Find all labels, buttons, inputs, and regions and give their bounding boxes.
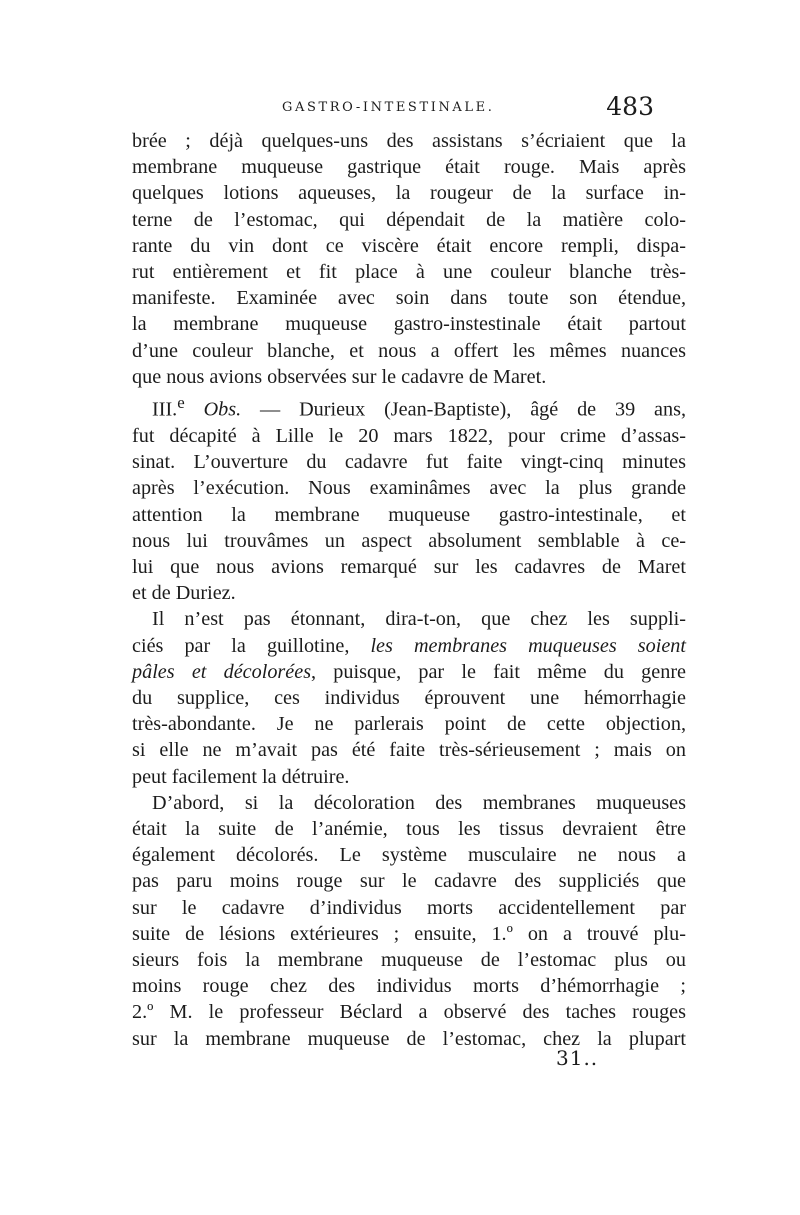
page-number: 483 xyxy=(606,92,654,121)
text-line: quelques lotions aqueuses, la rougeur de la surface in- xyxy=(132,182,686,205)
text-line: terne de l’estomac, qui dépendait de la matière colo- xyxy=(132,208,686,231)
text-line: si elle ne m’avait pas été faite très-sérieusement ; mais on xyxy=(132,739,686,762)
text-line: moins rouge chez des individus morts d’hémorrhagie ; xyxy=(132,975,686,998)
text-line: d’une couleur blanche, et nous a offert les mêmes nuances xyxy=(132,339,686,362)
text-line: également décolorés. Le système musculaire ne nous a xyxy=(132,844,686,867)
text-line: brée ; déjà quelques-uns des assistans s’écriaient que la xyxy=(132,130,686,152)
italic-segment: les membranes muqueuses soient xyxy=(370,634,686,657)
text-line: du supplice, ces individus éprouvent une hémorrhagie xyxy=(132,687,686,709)
text-line: nous lui trouvâmes un aspect absolument semblable à ce- xyxy=(132,529,686,552)
observation-line-text: — Durieux (Jean-Baptiste), âgé de 39 ans, xyxy=(241,398,686,421)
observation-number: III. xyxy=(152,398,178,421)
text-line: la membrane muqueuse gastro-instestinale était partout xyxy=(132,313,686,336)
paragraph-refutation xyxy=(132,790,686,1052)
signature-mark: 31.. xyxy=(556,1046,599,1070)
text-line: était la suite de l’anémie, tous les tissus devraient être xyxy=(132,818,686,841)
text-line: sur la membrane muqueuse de l’estomac, chez la plupart xyxy=(132,1027,686,1050)
text-line: D’abord, si la décoloration des membranes muqueuses xyxy=(152,791,686,814)
text-line: manifeste. Examinée avec soin dans toute son étendue, xyxy=(132,287,686,310)
text-line: 2.º M. le professeur Béclard a observé des taches rouges xyxy=(132,1001,686,1024)
text-line-mixed xyxy=(132,659,686,685)
text-line: attention la membrane muqueuse gastro-intestinale, et xyxy=(132,503,686,526)
text-line: membrane muqueuse gastrique était rouge. Mais après xyxy=(132,156,686,179)
text-line: après l’exécution. Nous examinâmes avec la plus grande xyxy=(132,477,686,500)
text-line: très-abondante. Je ne parlerais point de cette objection, xyxy=(132,713,686,736)
text-line: et de Duriez. xyxy=(132,582,236,605)
text-line: pas paru moins rouge sur le cadavre des suppliciés que xyxy=(132,870,686,893)
paragraph-continuation xyxy=(132,128,686,390)
text-segment: ciés par la guillotine, xyxy=(132,634,371,657)
text-line-mixed xyxy=(132,633,686,659)
text-line: peut facilement la détruire. xyxy=(132,765,350,788)
text-line: rante du vin dont ce viscère était encore rempli, dispa- xyxy=(132,234,686,257)
text-line: suite de lésions extérieures ; ensuite, 1.º on a trouvé plu- xyxy=(132,922,686,945)
text-line: lui que nous avions remarqué sur les cadavres de Maret xyxy=(132,555,686,578)
observation-superscript: e xyxy=(177,393,185,413)
text-segment: , puisque, par le fait même du genre xyxy=(311,660,687,683)
observation-label: Obs. xyxy=(203,398,242,421)
text-line: sinat. L’ouverture du cadavre fut faite vingt-cinq minutes xyxy=(132,451,686,474)
running-title: GASTRO-INTESTINALE. xyxy=(282,100,495,115)
observation-heading-line xyxy=(132,390,686,423)
text-line: Il n’est pas étonnant, dira-t-on, que chez les suppli- xyxy=(152,608,686,631)
text-line: fut décapité à Lille le 20 mars 1822, pour crime d’assas- xyxy=(132,424,686,447)
text-line: que nous avions observées sur le cadavre de Maret. xyxy=(132,365,547,388)
text-line: rut entièrement et fit place à une couleur blanche très- xyxy=(132,261,686,284)
text-line: sur le cadavre d’individus morts accidentellement par xyxy=(132,896,686,919)
paragraph-objection xyxy=(132,606,686,789)
page-header xyxy=(270,94,670,128)
text-line: sieurs fois la membrane muqueuse de l’estomac plus ou xyxy=(132,949,686,972)
paragraph-observation-3 xyxy=(132,390,686,606)
page-body xyxy=(132,128,686,1052)
italic-segment: pâles et décolorées xyxy=(132,660,312,683)
